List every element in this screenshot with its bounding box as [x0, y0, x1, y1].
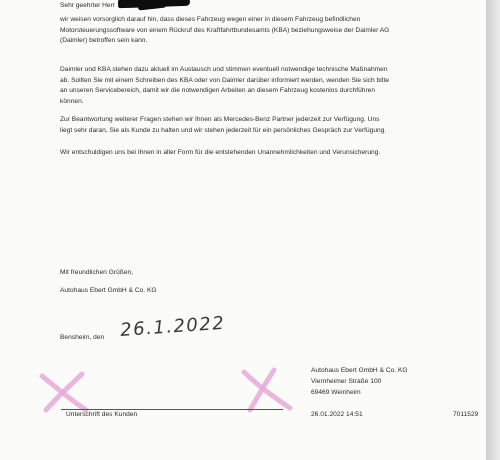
- pink-cross-mark-right: [238, 366, 296, 414]
- page-edge-shadow: [486, 0, 500, 460]
- footer-city: 69469 Weinheim: [311, 389, 361, 396]
- paragraph-2-line-2: ab. Sollten Sie mit einem Schreiben des KBA oder von Daimler darüber informiert werden, wenden Sie sich bitte: [60, 76, 390, 84]
- paragraph-2-line-4: können.: [60, 97, 84, 105]
- footer-company: Autohaus Ebert GmbH & Co. KG: [311, 367, 408, 374]
- paragraph-3-line-1: Zur Beantwortung weiterer Fragen stehen wir Ihnen als Mercedes-Benz Partner jederzeit zur Verfügung. Uns: [60, 116, 380, 123]
- salutation: Sehr geehrter Herr: [60, 2, 115, 9]
- customer-signature-label: Unterschrift des Kunden: [66, 411, 138, 418]
- footer-date-time: 26.01.2022 14:51: [311, 411, 363, 418]
- pink-cross-mark-left: [38, 370, 90, 414]
- footer-document-number: 7011529: [453, 411, 479, 418]
- paragraph-1-line-3: (Daimler) betroffen sein kann.: [60, 37, 148, 45]
- paragraph-4-line-1: Wir entschuldigen uns bei Ihnen in aller Form für die entstehenden Unannehmlichkeiten und Verunsicherung.: [60, 149, 381, 156]
- paragraph-3-line-2: liegt sehr daran, Sie als Kunde zu halten und wir stehen jederzeit für ein persönliches Gespräch zur Verfügung.: [60, 126, 387, 134]
- place-date-label: Bensheim, den: [60, 334, 105, 341]
- paragraph-1-line-1: wir weisen vorsorglich darauf hin, dass dieses Fahrzeug wegen einer in diesem Fahrzeug befindlichen: [60, 16, 361, 23]
- paragraph-1-line-2: Motorsteuerungssoftware von einem Rückruf des Kraftfahrtbundesamts (KBA) beziehungsweise der Daimler AG: [60, 26, 390, 34]
- footer-street: Viernheimer Straße 100: [311, 378, 382, 385]
- paragraph-2-line-1: Daimler und KBA stehen dazu aktuell im Austausch und stimmen eventuell notwendige technische Maßnahmen: [60, 66, 388, 73]
- closing-greeting: Mit freundlichen Grüßen,: [60, 269, 134, 276]
- handwritten-date: 26.1.2022: [119, 312, 226, 341]
- paragraph-2-line-3: an unseren Servicebereich, damit wir die notwendigen Arbeiten an diesem Fahrzeug kostenlos durchführen: [60, 87, 376, 95]
- sender-company: Autohaus Ebert GmbH & Co. KG: [60, 287, 157, 294]
